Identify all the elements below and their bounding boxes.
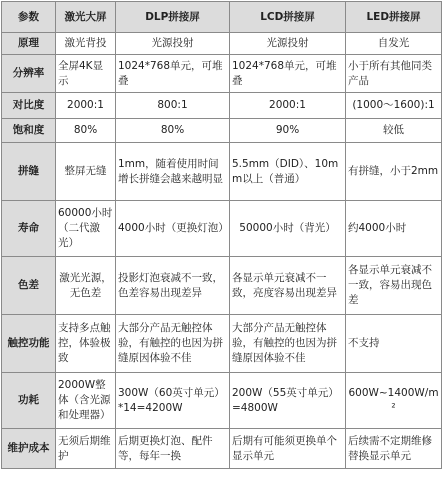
table-row bbox=[2, 119, 442, 143]
table-row bbox=[2, 33, 442, 55]
table-cell: 投影灯泡衰减不一致，色差容易出现差异 bbox=[116, 257, 230, 315]
table-cell: 支持多点触控，体验极致 bbox=[56, 315, 116, 373]
row-label: 分辨率 bbox=[2, 55, 56, 93]
header-dlp: DLP拼接屏 bbox=[116, 2, 230, 33]
row-label: 饱和度 bbox=[2, 119, 56, 143]
table-row bbox=[2, 429, 442, 469]
row-label: 寿命 bbox=[2, 201, 56, 257]
table-cell: 后期更换灯泡、配件等，每年一换 bbox=[116, 429, 230, 469]
table-cell: 1024*768单元，可堆叠 bbox=[230, 55, 346, 93]
table-cell: 大部分产品无触控体验，有触控的也因为拼缝原因体验不佳 bbox=[116, 315, 230, 373]
table-cell: 激光光源，无色差 bbox=[56, 257, 116, 315]
table-cell: 无须后期维护 bbox=[56, 429, 116, 469]
table-cell: 全屏4K显示 bbox=[56, 55, 116, 93]
comparison-table bbox=[1, 1, 442, 469]
table-cell: 激光背投 bbox=[56, 33, 116, 55]
table-cell: 60000小时（二代激光） bbox=[56, 201, 116, 257]
table-cell: 300W（60英寸单元）*14=4200W bbox=[116, 373, 230, 429]
table-cell: 2000:1 bbox=[230, 93, 346, 119]
header-lcd: LCD拼接屏 bbox=[230, 2, 346, 33]
table-cell: 整屏无缝 bbox=[56, 143, 116, 201]
table-cell: 后期有可能须更换单个显示单元 bbox=[230, 429, 346, 469]
row-label: 色差 bbox=[2, 257, 56, 315]
table-cell: 光源投射 bbox=[230, 33, 346, 55]
table-cell: 800:1 bbox=[116, 93, 230, 119]
row-label: 拼缝 bbox=[2, 143, 56, 201]
table-cell: 2000:1 bbox=[56, 93, 116, 119]
table-cell: 5.5mm（DID）、10mm以上（普通） bbox=[230, 143, 346, 201]
table-cell: 有拼缝，小于2mm bbox=[346, 143, 442, 201]
header-led: LED拼接屏 bbox=[346, 2, 442, 33]
header-row bbox=[2, 2, 442, 33]
table-cell: 不支持 bbox=[346, 315, 442, 373]
header-param: 参数 bbox=[2, 2, 56, 33]
row-label: 对比度 bbox=[2, 93, 56, 119]
table-cell: 后续需不定期维修替换显示单元 bbox=[346, 429, 442, 469]
table-cell: 2000W整体（含光源和处理器） bbox=[56, 373, 116, 429]
table-cell: 各显示单元衰减不一致，亮度容易出现差异 bbox=[230, 257, 346, 315]
table-cell: 4000小时（更换灯泡） bbox=[116, 201, 230, 257]
table-cell: 600W~1400W/m² bbox=[346, 373, 442, 429]
table-cell: 80% bbox=[116, 119, 230, 143]
row-label: 维护成本 bbox=[2, 429, 56, 469]
table-cell: 90% bbox=[230, 119, 346, 143]
table-row bbox=[2, 201, 442, 257]
table-row bbox=[2, 373, 442, 429]
table-row bbox=[2, 55, 442, 93]
table-row bbox=[2, 143, 442, 201]
table-cell: 光源投射 bbox=[116, 33, 230, 55]
row-label: 功耗 bbox=[2, 373, 56, 429]
header-laser: 激光大屏 bbox=[56, 2, 116, 33]
table-cell: 200W（55英寸单元）=4800W bbox=[230, 373, 346, 429]
table-cell: 大部分产品无触控体验，有触控的也因为拼缝原因体验不佳 bbox=[230, 315, 346, 373]
table-cell: 50000小时（背光） bbox=[230, 201, 346, 257]
table-row bbox=[2, 257, 442, 315]
row-label: 原理 bbox=[2, 33, 56, 55]
table-cell: 1mm，随着使用时间增长拼缝会越来越明显 bbox=[116, 143, 230, 201]
table-cell: (1000～1600):1 bbox=[346, 93, 442, 119]
table-row bbox=[2, 315, 442, 373]
table-cell: 各显示单元衰减不一致，容易出现色差 bbox=[346, 257, 442, 315]
table-cell: 自发光 bbox=[346, 33, 442, 55]
table-cell: 1024*768单元，可堆叠 bbox=[116, 55, 230, 93]
table-cell: 小于所有其他同类产品 bbox=[346, 55, 442, 93]
table-cell: 约4000小时 bbox=[346, 201, 442, 257]
table-cell: 80% bbox=[56, 119, 116, 143]
table-cell: 较低 bbox=[346, 119, 442, 143]
table-row bbox=[2, 93, 442, 119]
row-label: 触控功能 bbox=[2, 315, 56, 373]
